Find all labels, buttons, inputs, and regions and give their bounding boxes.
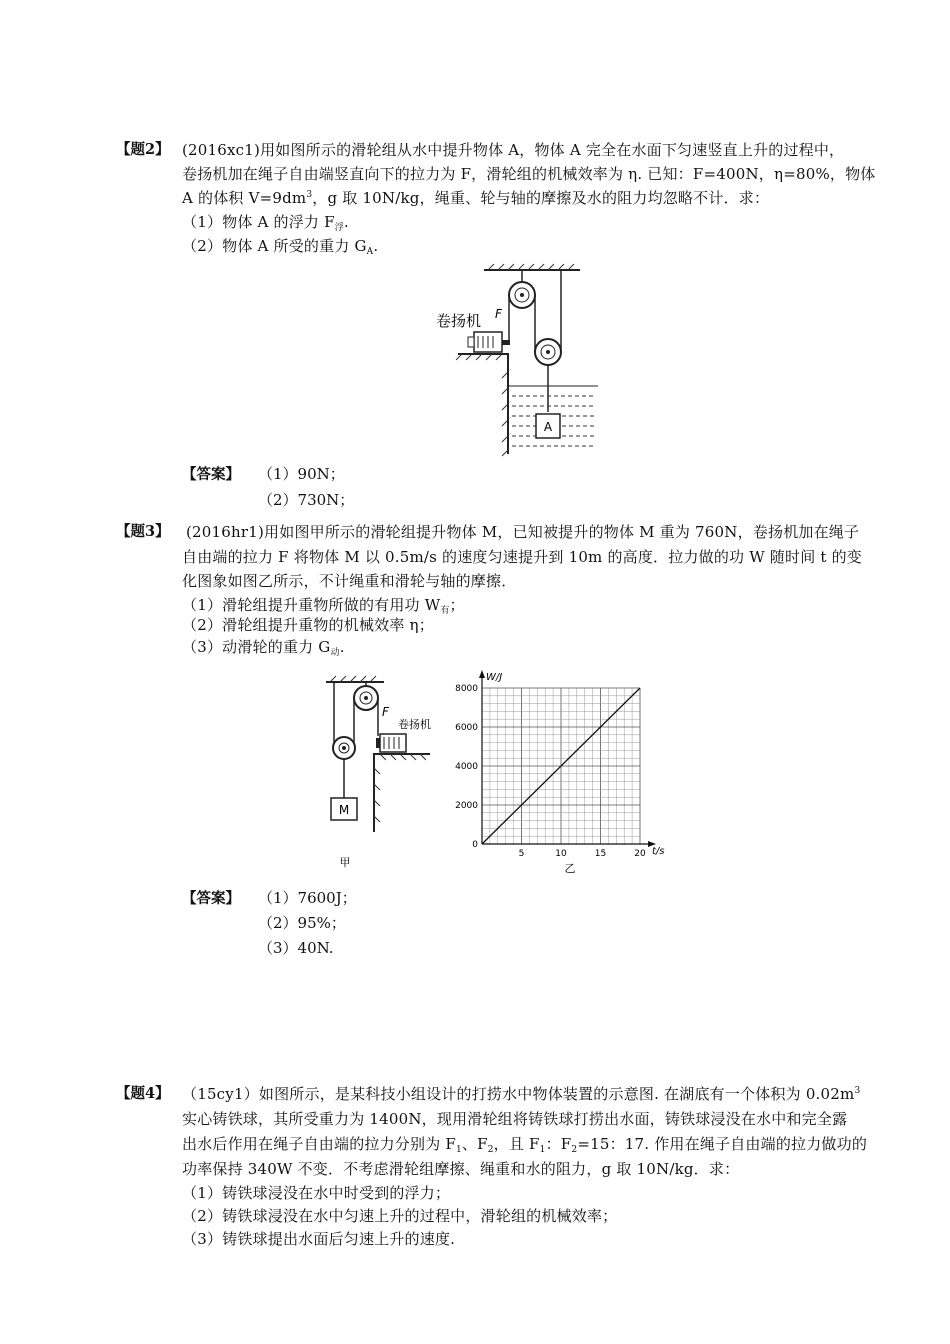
q4-item-3: （3）铸铁球提出水面后匀速上升的速度. bbox=[182, 1230, 456, 1248]
q3-line-2: 自由端的拉力 F 将物体 M 以 0.5m/s 的速度匀速提升到 10m 的高度．拉力做的功 W 随时间 t 的变 bbox=[182, 548, 862, 566]
q3-answer-1: （1）7600J； bbox=[258, 889, 357, 907]
y-tick-label: 4000 bbox=[455, 762, 478, 772]
x-tick-label: 5 bbox=[518, 849, 525, 859]
q2-winch-label: 卷扬机 bbox=[436, 312, 482, 330]
q3-winch-label: 卷扬机 bbox=[398, 718, 431, 731]
q2-force-label: F bbox=[495, 307, 502, 321]
q2-answer-tag: 【答案】 bbox=[182, 466, 240, 483]
y-axis-arrow bbox=[479, 670, 485, 678]
chart-caption: 乙 bbox=[564, 862, 576, 875]
q2-line-2: 卷扬机加在绳子自由端竖直向下的拉力为 F，滑轮组的机械效率为 η. 已知：F=400N，η=80%，物体 bbox=[182, 165, 876, 183]
q3-item-3: （3）动滑轮的重力 $G_动$. bbox=[182, 638, 345, 658]
y-tick-label: 8000 bbox=[455, 684, 478, 694]
q3-item-1: （1）滑轮组提升重物所做的有用功 $W_有$； bbox=[182, 596, 465, 616]
q4-line-4: 功率保持 340W 不变．不考虑滑轮组摩擦、绳重和水的阻力，g 取 10N/kg．求： bbox=[182, 1160, 740, 1178]
q3-tag: 【题3】 bbox=[116, 523, 170, 540]
q3-line-1: (2016hr1)用如图甲所示的滑轮组提升物体 M，已知被提升的物体 M 重为 760N，卷扬机加在绳子 bbox=[186, 523, 860, 541]
q4-item-1: （1）铸铁球浸没在水中时受到的浮力； bbox=[182, 1184, 451, 1202]
y-tick-label: 6000 bbox=[455, 723, 478, 733]
q4-line-2: 实心铸铁球，其所受重力为 1400N，现用滑轮组将铸铁球打捞出水面，铸铁球浸没在水中和完全露 bbox=[182, 1110, 848, 1128]
q3-line-3: 化图象如图乙所示，不计绳重和滑轮与轴的摩擦． bbox=[182, 572, 517, 590]
chart-ylabel: W/J bbox=[486, 672, 503, 683]
q3-pulley-figure bbox=[318, 672, 448, 872]
q2-line-1: (2016xc1)用如图所示的滑轮组从水中提升物体 A，物体 A 完全在水面下匀速竖直上升的过程中， bbox=[182, 141, 845, 159]
q4-line-3: 出水后作用在绳子自由端的拉力分别为 $F_1$、$F_2$，且 $F_1$：$F_2=15$：17. 作用在绳子自由端的拉力做功的 bbox=[182, 1135, 868, 1155]
q3-force-label: F bbox=[382, 705, 389, 719]
q3-item-2: （2）滑轮组提升重物的机械效率 η； bbox=[182, 616, 434, 634]
y-tick-label: 0 bbox=[472, 840, 478, 850]
chart-xlabel: t/s bbox=[652, 846, 665, 857]
q2-answer-1: （1）90N； bbox=[258, 465, 345, 483]
y-tick-label: 2000 bbox=[455, 801, 478, 811]
q2-line-3: A 的体积 $V=9dm^3$，g 取 10N/kg，绳重、轮与轴的摩擦及水的阻力均忽略不计．求： bbox=[182, 189, 770, 207]
q2-item-2: （2）物体 A 所受的重力 $G_A$. bbox=[182, 237, 379, 257]
q3-answer-tag: 【答案】 bbox=[182, 890, 240, 907]
q3-work-time-chart bbox=[448, 664, 678, 876]
q3-object-label: M bbox=[338, 803, 350, 817]
q3-answer-2: （2）95%； bbox=[258, 914, 346, 932]
q3-caption-left: 甲 bbox=[339, 856, 351, 869]
x-tick-label: 15 bbox=[594, 849, 607, 859]
q2-item-1: （1）物体 A 的浮力 $F_浮$. bbox=[182, 213, 349, 233]
q2-tag: 【题2】 bbox=[116, 141, 170, 158]
q4-item-2: （2）铸铁球浸没在水中匀速上升的过程中，滑轮组的机械效率； bbox=[182, 1207, 618, 1225]
q2-pulley-figure bbox=[428, 262, 608, 458]
q2-answer-2: （2）730N； bbox=[258, 491, 355, 509]
x-tick-label: 20 bbox=[634, 849, 646, 859]
q4-line-1: （15cy1）如图所示，是某科技小组设计的打捞水中物体装置的示意图. 在湖底有一个体积为 $0.02m^3$ bbox=[182, 1085, 861, 1103]
x-tick-label: 10 bbox=[555, 849, 567, 859]
q3-answer-3: （3）40N. bbox=[258, 939, 334, 957]
q2-object-label: A bbox=[543, 420, 553, 434]
q4-tag: 【题4】 bbox=[116, 1085, 170, 1102]
